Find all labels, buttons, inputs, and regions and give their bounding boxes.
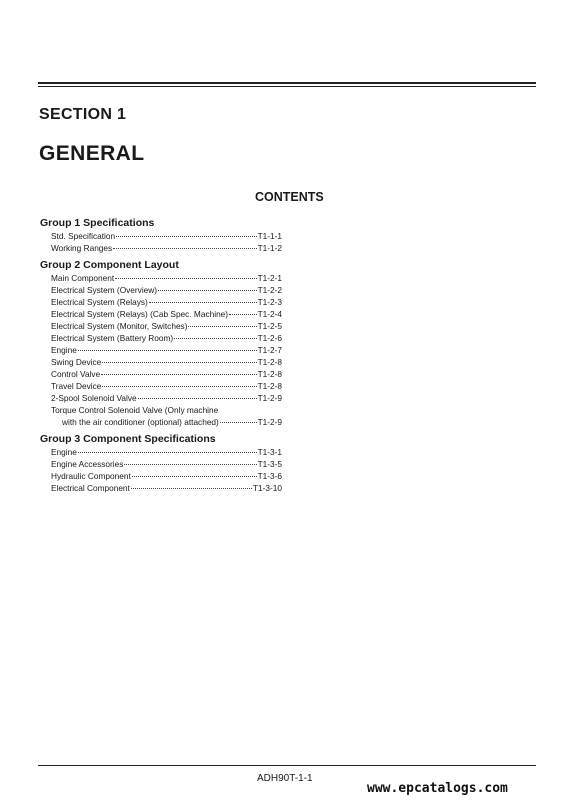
dot-leader: [220, 421, 257, 423]
dot-leader: [78, 349, 257, 351]
toc-entry-page: T1-2-9: [257, 393, 282, 403]
toc-entry[interactable]: [40, 284, 282, 296]
toc-entry-page: T1-2-1: [257, 273, 282, 283]
toc-entry-page: T1-2-3: [257, 297, 282, 307]
dot-leader: [229, 313, 257, 315]
dot-leader: [113, 247, 256, 249]
toc-entry[interactable]: [40, 446, 282, 458]
dot-leader: [101, 373, 256, 375]
toc-entry-page: T1-3-10: [252, 483, 282, 493]
toc-entry[interactable]: [40, 308, 282, 320]
toc-entry-label: Electrical System (Overview): [51, 285, 158, 295]
toc-group-title: Group 2 Component Layout: [40, 259, 179, 271]
bottom-divider: [38, 765, 536, 766]
dot-leader: [138, 397, 257, 399]
dot-leader: [132, 475, 257, 477]
toc-entry-page: T1-2-4: [257, 309, 282, 319]
toc-entry[interactable]: [40, 344, 282, 356]
toc-entry-page: T1-2-6: [257, 333, 282, 343]
toc-entry[interactable]: [40, 356, 282, 368]
toc-entry[interactable]: [40, 242, 282, 254]
toc-entry-page: T1-2-8: [257, 357, 282, 367]
toc-entry-label: Engine: [51, 345, 77, 355]
toc-entry[interactable]: [40, 272, 282, 284]
toc-entry-page: T1-3-6: [257, 471, 282, 481]
toc-entry[interactable]: [40, 458, 282, 470]
toc-entry-label: Electrical System (Relays): [51, 297, 148, 307]
watermark-url: www.epcatalogs.com: [367, 781, 508, 796]
toc-entry-label: Electrical Component: [51, 483, 130, 493]
toc-entry-label: Electrical System (Relays) (Cab Spec. Machine): [51, 309, 229, 319]
toc-entry[interactable]: [40, 470, 282, 482]
dot-leader: [158, 289, 257, 291]
toc-entry-page: T1-2-2: [257, 285, 282, 295]
toc-entry-label: 2-Spool Solenoid Valve: [51, 393, 137, 403]
toc-entry-label: Electrical System (Monitor, Switches): [51, 321, 188, 331]
toc-entry-label: Swing Device: [51, 357, 102, 367]
dot-leader: [149, 301, 257, 303]
page-title: GENERAL: [39, 142, 145, 165]
dot-leader: [131, 487, 252, 489]
dot-leader: [188, 325, 256, 327]
dot-leader: [102, 385, 256, 387]
toc-entry-page: T1-2-8: [257, 369, 282, 379]
table-of-contents: [40, 217, 282, 494]
dot-leader: [174, 337, 256, 339]
toc-entry-label: Engine: [51, 447, 77, 457]
dot-leader: [78, 451, 257, 453]
toc-entry-label: Control Valve: [51, 369, 101, 379]
toc-entry[interactable]: [40, 296, 282, 308]
toc-entry-label: Hydraulic Component: [51, 471, 131, 481]
toc-entry-label: Working Ranges: [51, 243, 113, 253]
toc-entry[interactable]: [40, 416, 282, 428]
toc-entry-page: T1-2-9: [257, 417, 282, 427]
toc-entry-page: T1-2-8: [257, 381, 282, 391]
toc-entry-page: T1-2-7: [257, 345, 282, 355]
toc-entry-page: T1-1-2: [257, 243, 282, 253]
toc-entry-label-line1: Torque Control Solenoid Valve (Only machine: [51, 405, 219, 415]
toc-entry-page: T1-3-1: [257, 447, 282, 457]
contents-heading: CONTENTS: [255, 190, 324, 204]
section-number: SECTION 1: [39, 106, 127, 123]
dot-leader: [102, 361, 256, 363]
toc-entry-page: T1-3-5: [257, 459, 282, 469]
toc-entry[interactable]: [40, 482, 282, 494]
toc-entry-label: Main Component: [51, 273, 115, 283]
toc-entry-label: Engine Accessories: [51, 459, 124, 469]
dot-leader: [115, 277, 256, 279]
toc-entry[interactable]: [40, 230, 282, 242]
toc-entry-label: Electrical System (Battery Room): [51, 333, 174, 343]
toc-entry-page: T1-2-5: [257, 321, 282, 331]
toc-entry[interactable]: [40, 380, 282, 392]
page-code: ADH90T-1-1: [257, 773, 313, 784]
toc-entry[interactable]: [40, 392, 282, 404]
toc-group-title: Group 3 Component Specifications: [40, 433, 216, 445]
toc-entry[interactable]: [40, 368, 282, 380]
toc-entry-label: Travel Device: [51, 381, 102, 391]
toc-entry[interactable]: [40, 320, 282, 332]
toc-entry-page: T1-1-1: [257, 231, 282, 241]
toc-group-title: Group 1 Specifications: [40, 217, 155, 229]
toc-entry[interactable]: [40, 332, 282, 344]
top-divider: [38, 82, 536, 84]
toc-entry-label: Std. Specification: [51, 231, 116, 241]
dot-leader: [124, 463, 256, 465]
toc-entry-label: with the air conditioner (optional) attached): [62, 417, 219, 427]
dot-leader: [116, 235, 256, 237]
